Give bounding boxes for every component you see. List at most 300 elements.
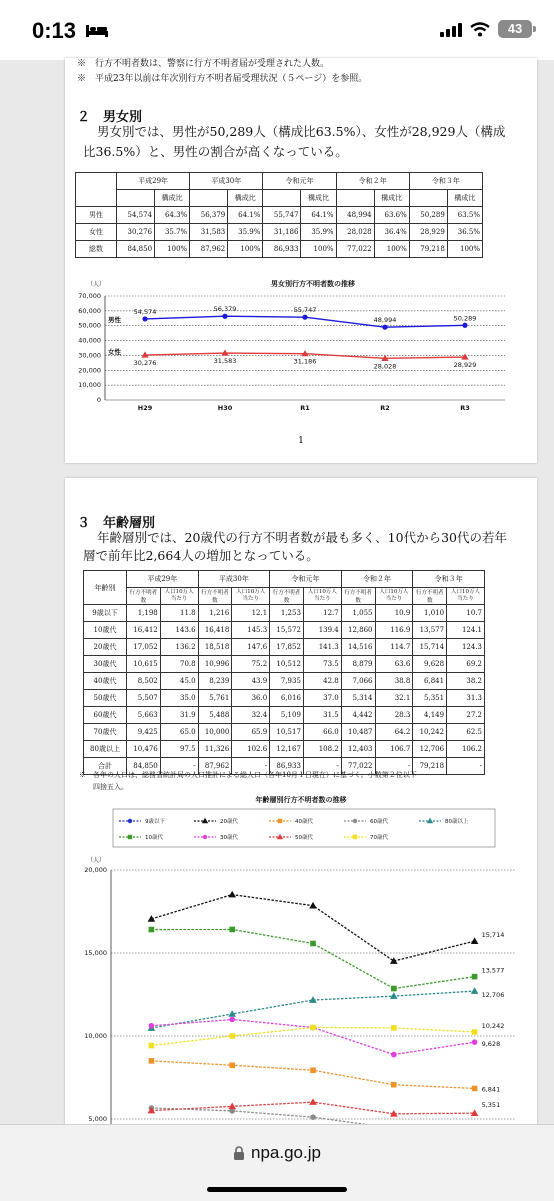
- y-tick-label: 70,000: [78, 292, 101, 300]
- address-bar[interactable]: [0, 1143, 554, 1163]
- table-subheader: 人口10万人当たり: [160, 588, 198, 605]
- table-row: [84, 622, 485, 639]
- table-cell: 27.2: [447, 707, 485, 724]
- table-row: [84, 639, 485, 656]
- data-point: [148, 915, 156, 922]
- battery-icon: 43: [498, 20, 532, 38]
- data-label: 28,929: [453, 361, 477, 370]
- table-cell: 50,289: [409, 207, 447, 224]
- table-cell: 70.8: [160, 656, 198, 673]
- table-row: [76, 173, 483, 190]
- table-cell: 42.8: [303, 673, 341, 690]
- table-header: 令和元年: [263, 173, 336, 190]
- table-cell: 84,850: [117, 241, 155, 258]
- table-cell: 147.6: [232, 639, 270, 656]
- table-row: [84, 656, 485, 673]
- table-cell: 5,488: [198, 707, 232, 724]
- table-cell: 9,628: [413, 656, 447, 673]
- table-cell: 86,933: [270, 758, 304, 775]
- table-cell: 5,663: [127, 707, 161, 724]
- table-row: [76, 190, 483, 207]
- y-tick-label: 10,000: [78, 381, 101, 390]
- data-point: [203, 835, 207, 839]
- lock-icon: [233, 1146, 245, 1161]
- chart-title: 男女別行方不明者数の推移: [271, 280, 355, 288]
- y-tick-label: 50,000: [78, 321, 101, 330]
- table-cell: 1,253: [270, 605, 304, 622]
- table-cell: 62.5: [447, 724, 485, 741]
- table-cell: 100%: [301, 241, 336, 258]
- row-label: 50歳代: [84, 690, 127, 707]
- table-cell: 31.3: [447, 690, 485, 707]
- table-cell: 10,512: [270, 656, 304, 673]
- data-label: 15,714: [481, 931, 505, 940]
- data-point: [309, 1098, 317, 1105]
- table-cell: 87,962: [198, 758, 232, 775]
- table-cell: 45.0: [160, 673, 198, 690]
- table-row: [84, 588, 485, 605]
- data-point: [149, 1058, 155, 1064]
- table-cell: 108.2: [303, 741, 341, 758]
- table-cell: 4,149: [413, 707, 447, 724]
- note-2: ※ 平成23年以前は年次別行方不明者届受理状況（５ページ）を参照。: [77, 74, 368, 84]
- data-point: [472, 974, 478, 980]
- table-row: [84, 741, 485, 758]
- table-header: 令和３年: [409, 173, 482, 190]
- table-cell: 100%: [374, 241, 409, 258]
- data-point: [149, 1023, 155, 1029]
- table-cell: 124.1: [447, 622, 485, 639]
- table-cell: 141.3: [303, 639, 341, 656]
- table-cell: 102.6: [232, 741, 270, 758]
- browser-bottom-bar: [0, 1124, 554, 1201]
- table-cell: 32.1: [375, 690, 413, 707]
- series-line: [151, 929, 474, 988]
- table-header: 平成30年: [190, 173, 263, 190]
- section-title-gender: ２ 男女別: [77, 110, 143, 125]
- table-subheader: 人口10万人当たり: [447, 588, 485, 605]
- series-label: 女性: [108, 348, 121, 357]
- table-cell: -: [160, 758, 198, 775]
- table-row: [84, 571, 485, 588]
- data-point: [382, 325, 387, 330]
- chart-title: 年齢層別行方不明者数の推移: [255, 796, 347, 804]
- table-subheader: 行方不明者数: [270, 588, 304, 605]
- table-cell: 36.4%: [374, 224, 409, 241]
- data-point: [310, 1114, 316, 1120]
- pdf-page-2[interactable]: [65, 478, 537, 1128]
- table-corner: 年齢別: [84, 571, 127, 605]
- data-point: [310, 1025, 316, 1031]
- data-point: [302, 315, 307, 320]
- table-cell: 11.8: [160, 605, 198, 622]
- table-cell: 6,016: [270, 690, 304, 707]
- table-cell: 69.2: [447, 656, 485, 673]
- data-point: [391, 1052, 397, 1058]
- table-cell: 31.9: [160, 707, 198, 724]
- table-subheader: 人口10万人当たり: [375, 588, 413, 605]
- legend-label: 10歳代: [145, 835, 163, 841]
- table-cell: 35.7%: [155, 224, 190, 241]
- y-tick-label: 15,000: [84, 949, 107, 957]
- y-tick-label: 5,000: [88, 1115, 107, 1123]
- table-header: 令和２年: [341, 571, 413, 588]
- table-cell: 10,476: [127, 741, 161, 758]
- table-cell: 28.3: [375, 707, 413, 724]
- table-row: [84, 724, 485, 741]
- table-subheader: 構成比: [447, 190, 482, 207]
- table-cell: 15,714: [413, 639, 447, 656]
- legend-label: 50歳代: [295, 835, 313, 841]
- table-cell: 48,994: [336, 207, 374, 224]
- table-cell: 12,167: [270, 741, 304, 758]
- table-row: [84, 690, 485, 707]
- table-cell: 31.5: [303, 707, 341, 724]
- table-cell: 10,615: [127, 656, 161, 673]
- row-label: 9歳以下: [84, 605, 127, 622]
- data-label: 6,841: [481, 1085, 501, 1094]
- table-cell: -: [375, 758, 413, 775]
- row-label: 30歳代: [84, 656, 127, 673]
- data-label: 9,628: [481, 1040, 501, 1049]
- data-label: 30,276: [133, 359, 157, 368]
- table-cell: 12,403: [341, 741, 375, 758]
- table-subheader: 構成比: [374, 190, 409, 207]
- table-cell: 8,239: [198, 673, 232, 690]
- pdf-page-1[interactable]: [65, 58, 537, 463]
- data-label: 31,583: [213, 357, 237, 366]
- table-cell: 1,055: [341, 605, 375, 622]
- table-cell: 10,996: [198, 656, 232, 673]
- table-cell: 100%: [447, 241, 482, 258]
- row-label: 70歳代: [84, 724, 127, 741]
- table-cell: 114.7: [375, 639, 413, 656]
- table-subheader: 構成比: [301, 190, 336, 207]
- row-label: 20歳代: [84, 639, 127, 656]
- data-point: [229, 1033, 235, 1039]
- table-header: 令和３年: [413, 571, 485, 588]
- legend-label: 40歳代: [295, 819, 313, 825]
- legend-label: 20歳代: [220, 819, 238, 825]
- table-cell: 5,314: [341, 690, 375, 707]
- data-point: [353, 819, 357, 823]
- table-cell: 97.5: [160, 741, 198, 758]
- table-cell: 37.0: [303, 690, 341, 707]
- table-header: 平成29年: [117, 173, 190, 190]
- data-point: [128, 819, 132, 823]
- table-cell: 10,000: [198, 724, 232, 741]
- y-tick-label: 20,000: [78, 366, 101, 375]
- table-header: 平成29年: [127, 571, 199, 588]
- table-cell: 100%: [228, 241, 263, 258]
- data-point: [278, 819, 282, 823]
- table-subheader: 人口10万人当たり: [232, 588, 270, 605]
- table-cell: 106.7: [375, 741, 413, 758]
- table-cell: 30,276: [117, 224, 155, 241]
- table-cell: 5,351: [413, 690, 447, 707]
- table-cell: 116.9: [375, 622, 413, 639]
- table-cell: 86,933: [263, 241, 301, 258]
- url-text: npa.go.jp: [251, 1143, 321, 1162]
- table-cell: 84,850: [127, 758, 161, 775]
- table-cell: 43.9: [232, 673, 270, 690]
- table-subheader: 行方不明者数: [341, 588, 375, 605]
- table-cell: 64.2: [375, 724, 413, 741]
- table-cell: 32.4: [232, 707, 270, 724]
- legend-label: 9歳以下: [145, 819, 165, 825]
- table-cell: 16,418: [198, 622, 232, 639]
- paragraph-line-2: 層で前年比2,664人の増加となっている。: [83, 548, 319, 563]
- legend-box: [113, 809, 495, 847]
- table-cell: 6,841: [413, 673, 447, 690]
- table-cell: 55,747: [263, 207, 301, 224]
- table-subheader: 行方不明者数: [198, 588, 232, 605]
- table-cell: 10,517: [270, 724, 304, 741]
- table-cell: 12,706: [413, 741, 447, 758]
- table-cell: 73.5: [303, 656, 341, 673]
- x-tick-label: H30: [217, 404, 233, 412]
- x-tick-label: R1: [300, 404, 310, 412]
- x-tick-label: R2: [380, 404, 390, 412]
- table-cell: 17,052: [127, 639, 161, 656]
- y-axis-label: （人）: [87, 857, 106, 864]
- note-top: ※ 行方不明者数は、警察に行方不明者届が受理された人数。: [77, 59, 330, 69]
- row-label: 80歳以上: [84, 741, 127, 758]
- table-cell: 31,583: [190, 224, 228, 241]
- row-label: 男性: [76, 207, 117, 224]
- row-label: 女性: [76, 224, 117, 241]
- data-point: [229, 927, 235, 933]
- data-point: [149, 1043, 155, 1049]
- legend-label: 30歳代: [220, 835, 238, 841]
- data-point: [353, 835, 357, 839]
- age-line-chart: [65, 792, 537, 1128]
- data-label: 12,706: [481, 991, 505, 1000]
- table-cell: -: [232, 758, 270, 775]
- table-cell: 1,216: [198, 605, 232, 622]
- data-label: 55,747: [293, 306, 317, 315]
- data-point: [472, 1029, 478, 1035]
- data-point: [310, 941, 316, 947]
- table-cell: 11,326: [198, 741, 232, 758]
- table-cell: 124.3: [447, 639, 485, 656]
- data-point: [472, 1086, 478, 1092]
- data-point: [390, 957, 398, 964]
- gender-line-chart: [65, 276, 537, 431]
- table-cell: 12.7: [303, 605, 341, 622]
- data-label: 10,242: [481, 1021, 505, 1030]
- data-point: [391, 986, 397, 992]
- data-point: [128, 835, 132, 839]
- home-indicator[interactable]: [207, 1187, 347, 1192]
- table-cell: 10,487: [341, 724, 375, 741]
- table-cell: 106.2: [447, 741, 485, 758]
- data-point: [229, 1062, 235, 1068]
- paragraph-line-1: 年齢層別では、20歳代の行方不明者数が最も多く、10代から30代の若年: [97, 530, 507, 545]
- status-time: 0:13: [32, 18, 77, 43]
- table-cell: 63.5%: [447, 207, 482, 224]
- table-cell: 63.6%: [374, 207, 409, 224]
- y-tick-label: 60,000: [78, 306, 101, 315]
- table-cell: 18,518: [198, 639, 232, 656]
- data-label: 31,186: [293, 357, 317, 366]
- table-cell: 66.0: [303, 724, 341, 741]
- table-cell: 65.9: [232, 724, 270, 741]
- table-cell: 7,066: [341, 673, 375, 690]
- table-cell: 143.6: [160, 622, 198, 639]
- table-cell: 35.9%: [228, 224, 263, 241]
- data-label: 28,028: [373, 362, 397, 371]
- table-cell: 64.1%: [301, 207, 336, 224]
- data-point: [310, 1067, 316, 1073]
- table-cell: -: [303, 758, 341, 775]
- table-cell: 13,577: [413, 622, 447, 639]
- table-cell: 139.4: [303, 622, 341, 639]
- table-cell: 12,860: [341, 622, 375, 639]
- table-row: [76, 207, 483, 224]
- table-cell: 5,109: [270, 707, 304, 724]
- table-cell: 87,962: [190, 241, 228, 258]
- table-cell: 10.9: [375, 605, 413, 622]
- table-cell: 77,022: [336, 241, 374, 258]
- y-tick-label: 10,000: [84, 1032, 107, 1040]
- data-point: [229, 1017, 235, 1023]
- table-subheader: 構成比: [228, 190, 263, 207]
- table-row: [84, 673, 485, 690]
- table-cell: 1,010: [413, 605, 447, 622]
- table-cell: 10.7: [447, 605, 485, 622]
- footnote-line-2: 四捨五入。: [93, 783, 128, 791]
- table-row: [84, 707, 485, 724]
- data-point: [472, 1039, 478, 1045]
- sleep-focus-icon: [86, 23, 108, 37]
- legend-label: 80歳以上: [445, 819, 469, 825]
- table-subheader: 構成比: [155, 190, 190, 207]
- data-label: 54,574: [133, 307, 157, 316]
- data-label: 5,351: [481, 1101, 501, 1110]
- paragraph-line-1: 男女別では、男性が50,289人（構成比63.5%）、女性が28,929人（構成: [97, 124, 506, 139]
- table-header: 平成30年: [198, 571, 270, 588]
- table-subheader: 行方不明者数: [127, 588, 161, 605]
- series-line: [151, 1061, 474, 1089]
- table-row: [76, 224, 483, 241]
- table-cell: 35.9%: [301, 224, 336, 241]
- table-cell: 5,507: [127, 690, 161, 707]
- table-cell: 75.2: [232, 656, 270, 673]
- table-cell: 100%: [155, 241, 190, 258]
- data-point: [309, 902, 317, 909]
- data-label: 48,994: [373, 316, 397, 325]
- table-cell: 38.8: [375, 673, 413, 690]
- table-cell: 14,516: [341, 639, 375, 656]
- data-point: [391, 1082, 397, 1088]
- row-label: 40歳代: [84, 673, 127, 690]
- table-cell: -: [447, 758, 485, 775]
- legend-label: 60歳代: [370, 819, 388, 825]
- footnote-line-1: ※ 各年の人口は、総務省統計局の人口推計による総人口（各年10月１日現在）に基づく。小数第２位以下: [79, 771, 417, 779]
- table-cell: 63.6: [375, 656, 413, 673]
- gender-table: [75, 172, 483, 258]
- table-cell: 38.2: [447, 673, 485, 690]
- table-cell: 36.0: [232, 690, 270, 707]
- table-cell: 28,929: [409, 224, 447, 241]
- data-label: 50,289: [453, 314, 477, 323]
- data-point: [142, 316, 147, 321]
- table-cell: 79,218: [413, 758, 447, 775]
- table-cell: 16,412: [127, 622, 161, 639]
- table-cell: 136.2: [160, 639, 198, 656]
- table-cell: 36.5%: [447, 224, 482, 241]
- row-label: 総数: [76, 241, 117, 258]
- table-cell: 31,186: [263, 224, 301, 241]
- table-cell: 10,242: [413, 724, 447, 741]
- table-cell: 8,879: [341, 656, 375, 673]
- section-title-age: ３ 年齢層別: [77, 516, 156, 531]
- table-subheader: 行方不明者数: [413, 588, 447, 605]
- table-cell: 54,574: [117, 207, 155, 224]
- paragraph-line-2: 比36.5%）と、男性の割合が高くなっている。: [83, 144, 348, 159]
- table-cell: 64.3%: [155, 207, 190, 224]
- table-cell: 28,028: [336, 224, 374, 241]
- wifi-icon: [470, 22, 490, 37]
- table-header: 令和２年: [336, 173, 409, 190]
- y-tick-label: 20,000: [84, 866, 107, 874]
- page-number: 1: [298, 436, 304, 446]
- table-cell: 35.0: [160, 690, 198, 707]
- data-point: [228, 891, 236, 898]
- age-table: [83, 570, 485, 775]
- data-point: [471, 937, 479, 944]
- table-cell: 4,442: [341, 707, 375, 724]
- table-cell: 9,425: [127, 724, 161, 741]
- data-label: 13,577: [481, 966, 505, 975]
- table-cell: 17,852: [270, 639, 304, 656]
- table-cell: 7,935: [270, 673, 304, 690]
- table-cell: 8,502: [127, 673, 161, 690]
- table-cell: 5,761: [198, 690, 232, 707]
- data-point: [462, 323, 467, 328]
- y-axis-label: （人）: [87, 281, 106, 288]
- table-cell: 77,022: [341, 758, 375, 775]
- y-tick-label: 30,000: [78, 351, 101, 360]
- data-label: 56,379: [213, 305, 237, 314]
- row-label: 10歳代: [84, 622, 127, 639]
- series-label: 男性: [108, 315, 121, 324]
- table-cell: 15,572: [270, 622, 304, 639]
- y-tick-label: 0: [96, 396, 101, 404]
- cellular-signal-icon: [440, 21, 462, 37]
- legend-label: 70歳代: [370, 835, 388, 841]
- table-cell: 12.1: [232, 605, 270, 622]
- row-label: 合計: [84, 758, 127, 775]
- table-subheader: 人口10万人当たり: [303, 588, 341, 605]
- table-cell: 145.3: [232, 622, 270, 639]
- data-point: [471, 987, 479, 994]
- table-cell: 64.1%: [228, 207, 263, 224]
- table-cell: 65.0: [160, 724, 198, 741]
- table-row: [84, 605, 485, 622]
- table-header: 令和元年: [270, 571, 342, 588]
- data-point: [391, 1025, 397, 1031]
- data-point: [222, 314, 227, 319]
- table-row: [76, 241, 483, 258]
- x-tick-label: R3: [460, 404, 470, 412]
- table-cell: 79,218: [409, 241, 447, 258]
- row-label: 60歳代: [84, 707, 127, 724]
- x-tick-label: H29: [137, 404, 153, 412]
- data-point: [309, 996, 317, 1003]
- data-point: [149, 927, 155, 933]
